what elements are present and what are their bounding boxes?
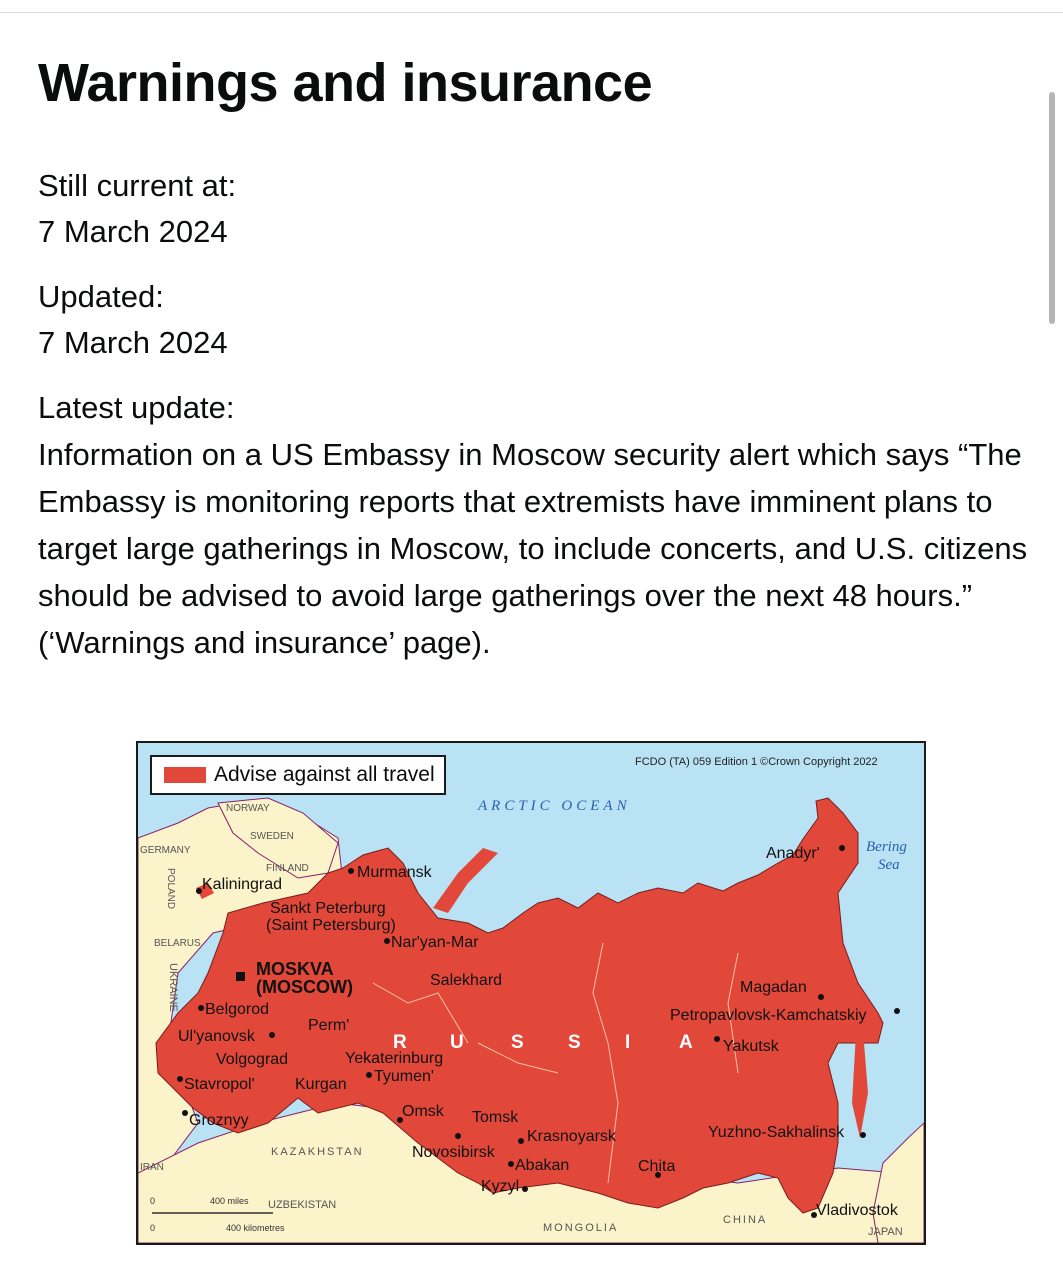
label-russia-u: U [450, 1032, 464, 1053]
legend-swatch [164, 767, 206, 783]
label-ulyanovsk: Ul'yanovsk [178, 1028, 255, 1045]
label-norway: NORWAY [226, 803, 270, 814]
label-bering-2: Sea [878, 857, 900, 873]
dot-groznyy [182, 1110, 188, 1116]
label-abakan: Abakan [515, 1157, 570, 1174]
label-omsk: Omsk [402, 1103, 444, 1120]
scale-zero-miles: 0 [150, 1196, 156, 1206]
dot-krasnoyarsk [518, 1138, 524, 1144]
latest-update-block [38, 385, 1038, 666]
label-sweden: SWEDEN [250, 831, 294, 842]
dot-murmansk [348, 868, 354, 874]
dot-ulyanovsk [269, 1032, 275, 1038]
label-uzbekistan: UZBEKISTAN [268, 1199, 337, 1211]
label-bering-1: Bering [866, 839, 907, 855]
scale-zero-km: 0 [150, 1223, 156, 1233]
label-anadyr: Anadyr' [766, 845, 820, 862]
label-kurgan: Kurgan [295, 1076, 347, 1093]
latest-update-label: Latest update: [38, 390, 235, 425]
label-russia-i: I [625, 1032, 631, 1053]
top-divider [0, 12, 1063, 13]
label-petropavlovsk: Petropavlovsk-Kamchatskiy [670, 1007, 867, 1024]
label-moskva: MOSKVA [256, 959, 334, 979]
label-yakutsk: Yakutsk [723, 1038, 779, 1055]
novaya-zemlya-shape [433, 848, 498, 913]
label-magadan: Magadan [740, 979, 807, 996]
label-krasnoyarsk: Krasnoyarsk [527, 1128, 616, 1145]
label-kyzyl: Kyzyl [481, 1178, 520, 1195]
scale-km: 400 kilometres [226, 1223, 285, 1233]
label-volgograd: Volgograd [216, 1051, 289, 1068]
label-spb-1: Sankt Peterburg [270, 900, 386, 917]
legend-label: Advise against all travel [214, 763, 435, 786]
label-novosibirsk: Novosibirsk [412, 1144, 495, 1161]
dot-novosibirsk [455, 1133, 461, 1139]
dot-magadan [818, 994, 824, 1000]
label-salekhard: Salekhard [430, 972, 503, 989]
still-current-block [38, 163, 1038, 255]
dot-petropavlovsk [894, 1008, 900, 1014]
scale-miles: 400 miles [210, 1196, 249, 1206]
still-current-date: 7 March 2024 [38, 214, 228, 249]
dot-yuzhno-sakhalinsk [860, 1132, 866, 1138]
latest-update-text: Information on a US Embassy in Moscow security alert which says “The Embassy is monitoring reports that extremists have imminent plans to target large gatherings in Moscow, to include concerts, and U.S. citizens should be advised to avoid large gatherings over the next 48 hours.” (‘Warnings and insurance’ page). [38, 437, 1028, 660]
label-belgorod: Belgorod [205, 1001, 270, 1018]
label-finland: FINLAND [266, 863, 309, 874]
scrollbar[interactable] [1049, 92, 1055, 324]
dot-tyumen [366, 1072, 372, 1078]
label-stavropol: Stavropol' [184, 1076, 255, 1093]
label-iran: IRAN [140, 1162, 164, 1173]
label-germany: GERMANY [140, 845, 191, 856]
page-title: Warnings and insurance [38, 53, 653, 113]
label-groznyy: Groznyy [189, 1112, 249, 1129]
label-yekaterinburg: Yekaterinburg [345, 1050, 444, 1067]
label-tomsk: Tomsk [472, 1109, 519, 1126]
dot-stavropol [177, 1076, 183, 1082]
still-current-label: Still current at: [38, 168, 237, 203]
dot-anadyr [839, 845, 845, 851]
updated-block [38, 274, 1038, 366]
label-vladivostok: Vladivostok [816, 1202, 898, 1219]
label-moscow: (MOSCOW) [256, 977, 353, 997]
label-murmansk: Murmansk [357, 864, 432, 881]
label-japan: JAPAN [868, 1226, 903, 1238]
label-perm: Perm' [308, 1017, 350, 1034]
label-russia-a: A [679, 1032, 693, 1053]
dot-belgorod [198, 1005, 204, 1011]
label-naryan-mar: Nar'yan-Mar [391, 934, 479, 951]
label-mongolia: MONGOLIA [543, 1222, 619, 1234]
dot-naryan-mar [384, 938, 390, 944]
updated-label: Updated: [38, 279, 164, 314]
map-legend [150, 755, 446, 795]
label-spb-2: (Saint Petersburg) [266, 917, 396, 934]
label-russia-r: R [393, 1032, 407, 1053]
label-tyumen: Tyumen' [374, 1068, 434, 1085]
label-kazakhstan: KAZAKHSTAN [271, 1146, 364, 1158]
label-ukraine: UKRAINE [167, 963, 179, 1012]
russia-travel-advice-map [136, 741, 926, 1245]
land-japan [873, 1123, 924, 1243]
label-poland: POLAND [165, 868, 176, 910]
label-russia-s2: S [568, 1032, 581, 1053]
label-kaliningrad: Kaliningrad [202, 876, 283, 893]
label-belarus: BELARUS [154, 938, 201, 949]
map-copyright: FCDO (TA) 059 Edition 1 ©Crown Copyright 2022 [635, 756, 878, 768]
label-yuzhno-sakhalinsk: Yuzhno-Sakhalinsk [708, 1124, 845, 1141]
map-graphic [138, 743, 924, 1243]
capital-marker [236, 972, 245, 981]
label-arctic-ocean: ARCTIC OCEAN [478, 798, 631, 814]
sakhalin-shape [852, 1033, 868, 1138]
label-russia-s1: S [511, 1032, 524, 1053]
label-china: CHINA [723, 1214, 768, 1226]
dot-yakutsk [714, 1036, 720, 1042]
dot-abakan [508, 1161, 514, 1167]
updated-date: 7 March 2024 [38, 325, 228, 360]
label-chita: Chita [638, 1158, 676, 1175]
dot-kyzyl [522, 1186, 528, 1192]
